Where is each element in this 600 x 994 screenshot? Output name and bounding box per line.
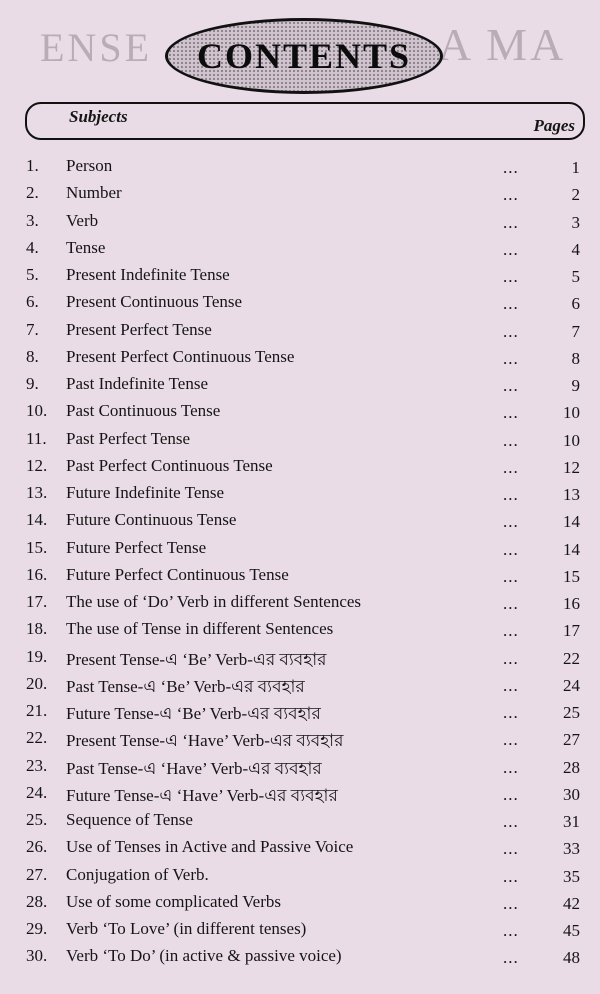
entry-title: Use of Tenses in Active and Passive Voice: [66, 837, 354, 857]
toc-entry: [0, 370, 600, 397]
toc-entry: [0, 861, 600, 888]
entry-page-number: 8: [571, 348, 580, 368]
entry-number: 1.: [26, 156, 39, 175]
entry-page-number: 12: [563, 457, 580, 477]
column-header-bar: [25, 102, 585, 140]
entry-number: 17.: [26, 592, 48, 611]
entry-page-number: 42: [563, 893, 580, 913]
toc-entry: [0, 615, 600, 642]
entry-leader-dots: ...: [503, 730, 519, 750]
entry-title: Future Tense-এ ‘Be’ Verb-এর ব্যবহার: [66, 704, 321, 723]
entry-page-number: 31: [563, 812, 580, 831]
entry-leader-dots: ...: [503, 512, 519, 532]
page-title: CONTENTS: [196, 36, 412, 76]
entry-leader-dots: ...: [503, 948, 519, 968]
entry-number: 21.: [26, 701, 48, 720]
toc-entry: [0, 724, 600, 751]
entry-leader-dots: ...: [503, 185, 519, 205]
toc-entry: [0, 534, 600, 561]
entry-title: Sequence of Tense: [66, 810, 193, 829]
entry-title: Past Continuous Tense: [66, 401, 221, 421]
toc-entry: [0, 833, 600, 860]
entry-page-number: 27: [563, 730, 580, 750]
entry-number: 28.: [26, 891, 48, 911]
entry-leader-dots: ...: [503, 621, 519, 641]
entry-title: Present Tense-এ ‘Be’ Verb-এর ব্যবহার: [66, 649, 327, 669]
toc-entry: [0, 207, 600, 234]
entry-title: Past Tense-এ ‘Have’ Verb-এর ব্যবহার: [66, 758, 322, 778]
entry-title: Future Continuous Tense: [66, 510, 237, 530]
entry-leader-dots: ...: [503, 403, 519, 423]
entry-number: 18.: [26, 619, 48, 639]
entry-number: 25.: [26, 810, 48, 829]
entry-title: Future Tense-এ ‘Have’ Verb-এর ব্যবহার: [66, 785, 338, 805]
entry-title: Past Tense-এ ‘Be’ Verb-এর ব্যবহার: [66, 676, 305, 696]
toc-entry: [0, 479, 600, 506]
entry-title: Present Indefinite Tense: [66, 265, 230, 284]
entry-leader-dots: ...: [503, 757, 519, 777]
entry-title: Number: [66, 183, 122, 203]
entry-page-number: 16: [563, 594, 580, 613]
entry-page-number: 13: [563, 485, 580, 504]
toc-entry: [0, 806, 600, 833]
subjects-column-label: Subjects: [69, 107, 128, 126]
entry-number: 8.: [26, 346, 39, 366]
entry-leader-dots: ...: [503, 239, 519, 259]
entry-page-number: 2: [571, 185, 580, 205]
toc-entry: [0, 234, 600, 261]
toc-entry: [0, 179, 600, 206]
entry-leader-dots: ...: [503, 430, 519, 450]
entry-title: Verb: [66, 210, 99, 230]
entry-page-number: 35: [563, 866, 580, 886]
entry-page-number: 10: [563, 403, 580, 423]
entry-page-number: 22: [563, 648, 580, 668]
entry-number: 30.: [26, 946, 48, 966]
entry-title: Past Perfect Continuous Tense: [66, 455, 273, 475]
entry-leader-dots: ...: [503, 784, 519, 804]
entry-title: Present Perfect Tense: [66, 319, 212, 339]
entry-leader-dots: ...: [503, 812, 519, 831]
entry-leader-dots: ...: [503, 348, 519, 368]
entry-title: The use of Tense in different Sentences: [66, 619, 334, 639]
entry-number: 23.: [26, 755, 48, 775]
entry-title: Tense: [66, 237, 106, 257]
entry-page-number: 33: [563, 839, 580, 859]
entry-title: Future Perfect Tense: [66, 537, 207, 557]
entry-page-number: 25: [563, 703, 580, 722]
entry-title: Person: [66, 156, 113, 175]
entry-title: Past Perfect Tense: [66, 428, 191, 448]
entry-page-number: 3: [571, 212, 580, 232]
entry-leader-dots: ...: [503, 839, 519, 859]
entry-leader-dots: ...: [503, 675, 519, 695]
entry-number: 24.: [26, 782, 48, 802]
entry-leader-dots: ...: [503, 321, 519, 341]
entry-page-number: 4: [571, 239, 580, 259]
background-show-through-text: ENSE: [40, 25, 152, 70]
toc-entry: [0, 452, 600, 479]
entry-page-number: 7: [571, 321, 580, 341]
toc-entry: [0, 152, 600, 179]
entry-title: The use of ‘Do’ Verb in different Sentences: [66, 592, 362, 611]
entry-leader-dots: ...: [503, 921, 519, 940]
entry-number: 26.: [26, 837, 48, 857]
background-show-through-text: A MA: [438, 19, 567, 70]
toc-entry: [0, 697, 600, 724]
table-of-contents: [0, 152, 600, 970]
toc-entry: [0, 779, 600, 806]
entry-title: Verb ‘To Do’ (in active & passive voice): [66, 946, 342, 966]
entry-number: 5.: [26, 265, 39, 284]
entry-number: 6.: [26, 292, 39, 312]
entry-leader-dots: ...: [503, 866, 519, 886]
entry-leader-dots: ...: [503, 485, 519, 504]
toc-entry: [0, 316, 600, 343]
toc-entry: [0, 670, 600, 697]
entry-leader-dots: ...: [503, 294, 519, 314]
entry-number: 14.: [26, 510, 48, 530]
entry-title: Conjugation of Verb.: [66, 864, 209, 884]
entry-leader-dots: ...: [503, 212, 519, 232]
entry-number: 9.: [26, 374, 39, 393]
entry-page-number: 48: [563, 948, 580, 968]
toc-entry: [0, 588, 600, 615]
entry-page-number: 28: [563, 757, 580, 777]
entry-leader-dots: ...: [503, 457, 519, 477]
entry-number: 11.: [26, 428, 47, 448]
entry-number: 27.: [26, 864, 48, 884]
toc-entry: [0, 397, 600, 424]
entry-title: Present Perfect Continuous Tense: [66, 346, 295, 366]
entry-page-number: 24: [563, 675, 580, 695]
toc-entry: [0, 506, 600, 533]
entry-page-number: 30: [563, 784, 580, 804]
toc-entry: [0, 915, 600, 942]
toc-entry: [0, 343, 600, 370]
entry-leader-dots: ...: [503, 376, 519, 395]
entry-leader-dots: ...: [503, 703, 519, 722]
entry-leader-dots: ...: [503, 158, 519, 177]
entry-number: 19.: [26, 646, 48, 666]
entry-title: Present Tense-এ ‘Have’ Verb-এর ব্যবহার: [66, 731, 344, 751]
toc-entry: [0, 561, 600, 588]
entry-leader-dots: ...: [503, 566, 519, 586]
entry-leader-dots: ...: [503, 893, 519, 913]
entry-title: Use of some complicated Verbs: [66, 891, 281, 911]
toc-entry: [0, 752, 600, 779]
entry-leader-dots: ...: [503, 267, 519, 286]
entry-number: 20.: [26, 673, 48, 693]
entry-leader-dots: ...: [503, 648, 519, 668]
entry-title: Future Perfect Continuous Tense: [66, 564, 289, 584]
pages-column-label: Pages: [533, 116, 575, 135]
entry-page-number: 17: [563, 621, 580, 641]
entry-page-number: 15: [563, 566, 580, 586]
entry-number: 13.: [26, 483, 48, 502]
toc-entry: [0, 888, 600, 915]
entry-title: Past Indefinite Tense: [66, 374, 209, 393]
entry-number: 7.: [26, 319, 39, 339]
entry-number: 15.: [26, 537, 48, 557]
toc-entry: [0, 261, 600, 288]
entry-number: 3.: [26, 210, 39, 230]
entry-number: 29.: [26, 919, 48, 938]
entry-number: 10.: [26, 401, 48, 421]
entry-page-number: 6: [571, 294, 580, 314]
entry-number: 22.: [26, 728, 48, 748]
entry-number: 16.: [26, 564, 48, 584]
entry-page-number: 9: [571, 376, 580, 395]
entry-title: Future Indefinite Tense: [66, 483, 225, 502]
contents-title-oval: [165, 18, 443, 94]
entry-number: 12.: [26, 455, 48, 475]
entry-page-number: 10: [563, 430, 580, 450]
entry-leader-dots: ...: [503, 594, 519, 613]
entry-page-number: 14: [563, 539, 580, 559]
toc-entry: [0, 288, 600, 315]
entry-title: Present Continuous Tense: [66, 292, 243, 312]
entry-number: 2.: [26, 183, 39, 203]
entry-page-number: 1: [571, 158, 580, 177]
entry-title: Verb ‘To Love’ (in different tenses): [66, 919, 307, 938]
toc-entry: [0, 425, 600, 452]
toc-entry: [0, 942, 600, 969]
entry-page-number: 5: [571, 267, 580, 286]
entry-number: 4.: [26, 237, 39, 257]
toc-entry: [0, 643, 600, 670]
entry-page-number: 45: [563, 921, 580, 940]
entry-page-number: 14: [563, 512, 580, 532]
entry-leader-dots: ...: [503, 539, 519, 559]
